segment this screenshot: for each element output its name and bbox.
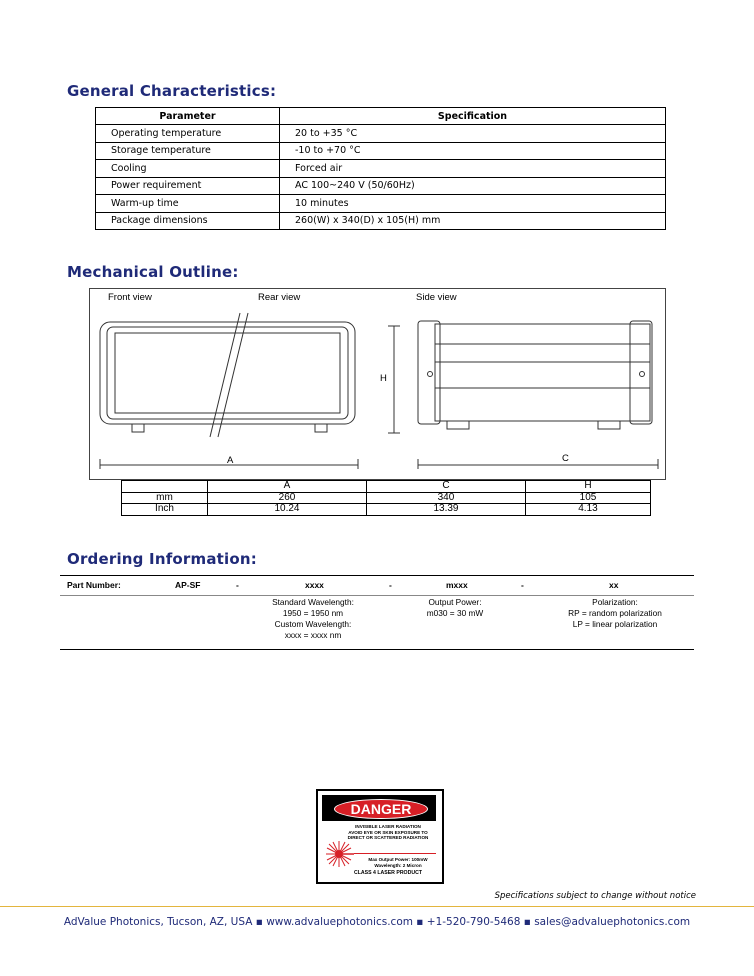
table-row bbox=[96, 212, 666, 230]
foot-right bbox=[315, 424, 327, 432]
part-separator-2: - bbox=[389, 580, 392, 590]
dim-header-h: H bbox=[525, 481, 650, 493]
param-cell: Package dimensions bbox=[96, 212, 280, 230]
laser-starburst-icon bbox=[324, 839, 354, 869]
dim-header-a: A bbox=[208, 481, 367, 493]
polarization-line: RP = random polarization bbox=[568, 608, 662, 618]
spec-cell: 260(W) x 340(D) x 105(H) mm bbox=[280, 212, 666, 230]
header-specification: Specification bbox=[280, 108, 666, 125]
spec-cell: 10 minutes bbox=[280, 195, 666, 213]
param-cell: Cooling bbox=[96, 160, 280, 178]
dim-header-empty bbox=[122, 481, 208, 493]
danger-specs bbox=[358, 857, 438, 868]
footer-contact: AdValue Photonics, Tucson, AZ, USA ▪ www.advaluephotonics.com ▪ +1-520-790-5468 ▪ sales@advaluephotonics.com bbox=[63, 916, 691, 928]
danger-power: Max Output Power: 100mW bbox=[368, 857, 428, 862]
polarization-options bbox=[550, 597, 680, 630]
danger-line: AVOID EYE OR SKIN EXPOSURE TO bbox=[348, 829, 428, 835]
dim-header-c: C bbox=[366, 481, 525, 493]
disclaimer-text: Specifications subject to change without notice bbox=[494, 891, 696, 901]
spec-cell: -10 to +70 °C bbox=[280, 142, 666, 160]
ordering-top-rule bbox=[60, 575, 694, 576]
power-options bbox=[400, 597, 510, 619]
dim-unit: mm bbox=[122, 492, 208, 504]
spec-cell: 20 to +35 °C bbox=[280, 125, 666, 143]
table-header-row bbox=[96, 108, 666, 125]
danger-line: INVISIBLE LASER RADIATION bbox=[355, 824, 421, 829]
foot-left bbox=[132, 424, 144, 432]
side-view-label: Side view bbox=[416, 292, 457, 303]
spec-cell: AC 100~240 V (50/60Hz) bbox=[280, 177, 666, 195]
dim-value: 10.24 bbox=[208, 504, 367, 516]
polarization-line: LP = linear polarization bbox=[572, 619, 658, 629]
general-characteristics-title: General Characteristics: bbox=[67, 82, 277, 100]
laser-danger-label bbox=[316, 789, 444, 884]
wavelength-options bbox=[258, 597, 368, 641]
header-parameter: Parameter bbox=[96, 108, 280, 125]
danger-line: DIRECT OR SCATTERED RADIATION bbox=[347, 835, 429, 840]
side-body bbox=[435, 324, 650, 421]
mechanical-outline-title: Mechanical Outline: bbox=[67, 263, 239, 281]
break-line-2 bbox=[218, 313, 248, 437]
table-row bbox=[96, 177, 666, 195]
part-model: AP-SF bbox=[175, 580, 201, 590]
wavelength-line: Custom Wavelength: bbox=[274, 619, 352, 629]
dimension-table bbox=[121, 480, 651, 516]
side-foot-right bbox=[598, 421, 620, 429]
polarization-line: Polarization: bbox=[592, 597, 638, 607]
dim-h-label: H bbox=[380, 373, 387, 384]
part-field-power: mxxx bbox=[446, 580, 468, 590]
dim-unit: Inch bbox=[122, 504, 208, 516]
dim-value: 13.39 bbox=[366, 504, 525, 516]
rear-view-label: Rear view bbox=[258, 292, 301, 303]
wavelength-line: Standard Wavelength: bbox=[272, 597, 354, 607]
table-row bbox=[96, 125, 666, 143]
mechanical-drawing bbox=[89, 288, 666, 480]
wavelength-line: xxxx = xxxx nm bbox=[284, 630, 342, 640]
param-cell: Operating temperature bbox=[96, 125, 280, 143]
dim-value: 340 bbox=[366, 492, 525, 504]
general-characteristics-table bbox=[95, 107, 666, 230]
part-field-polarization: xx bbox=[609, 580, 619, 590]
table-row bbox=[96, 160, 666, 178]
dim-c-label: C bbox=[562, 453, 569, 464]
table-row bbox=[96, 142, 666, 160]
part-field-wavelength: xxxx bbox=[305, 580, 324, 590]
param-cell: Power requirement bbox=[96, 177, 280, 195]
part-number-label: Part Number: bbox=[67, 580, 121, 590]
side-foot-left bbox=[447, 421, 469, 429]
dim-a-label: A bbox=[227, 455, 234, 466]
danger-class: CLASS 4 LASER PRODUCT bbox=[353, 870, 423, 876]
dim-value: 260 bbox=[208, 492, 367, 504]
danger-header bbox=[322, 795, 436, 821]
table-row bbox=[122, 492, 651, 504]
danger-wavelength: Wavelength: 2 Micron bbox=[374, 862, 422, 868]
param-cell: Storage temperature bbox=[96, 142, 280, 160]
spec-cell: Forced air bbox=[280, 160, 666, 178]
wavelength-line: 1950 = 1950 nm bbox=[282, 608, 344, 618]
front-view-label: Front view bbox=[108, 292, 152, 303]
outline-drawing-svg bbox=[90, 289, 665, 479]
dim-value: 4.13 bbox=[525, 504, 650, 516]
footer-rule bbox=[0, 906, 754, 907]
housing-outer bbox=[100, 322, 355, 424]
ordering-information-title: Ordering Information: bbox=[67, 550, 257, 568]
dim-value: 105 bbox=[525, 492, 650, 504]
housing-bezel bbox=[107, 327, 348, 419]
param-cell: Warm-up time bbox=[96, 195, 280, 213]
table-header-row bbox=[122, 481, 651, 493]
table-row bbox=[122, 504, 651, 516]
part-separator-3: - bbox=[521, 580, 524, 590]
break-line-1 bbox=[210, 313, 240, 437]
handle-left bbox=[418, 321, 440, 424]
front-panel bbox=[115, 333, 340, 413]
handle-right bbox=[630, 321, 652, 424]
power-line: Output Power: bbox=[428, 597, 482, 607]
danger-heading: DANGER bbox=[334, 799, 428, 819]
ordering-mid-rule bbox=[60, 595, 694, 596]
part-separator-1: - bbox=[236, 580, 239, 590]
power-line: m030 = 30 mW bbox=[426, 608, 484, 618]
ordering-bottom-rule bbox=[60, 649, 694, 650]
table-row bbox=[96, 195, 666, 213]
laser-beam-line bbox=[354, 853, 436, 854]
